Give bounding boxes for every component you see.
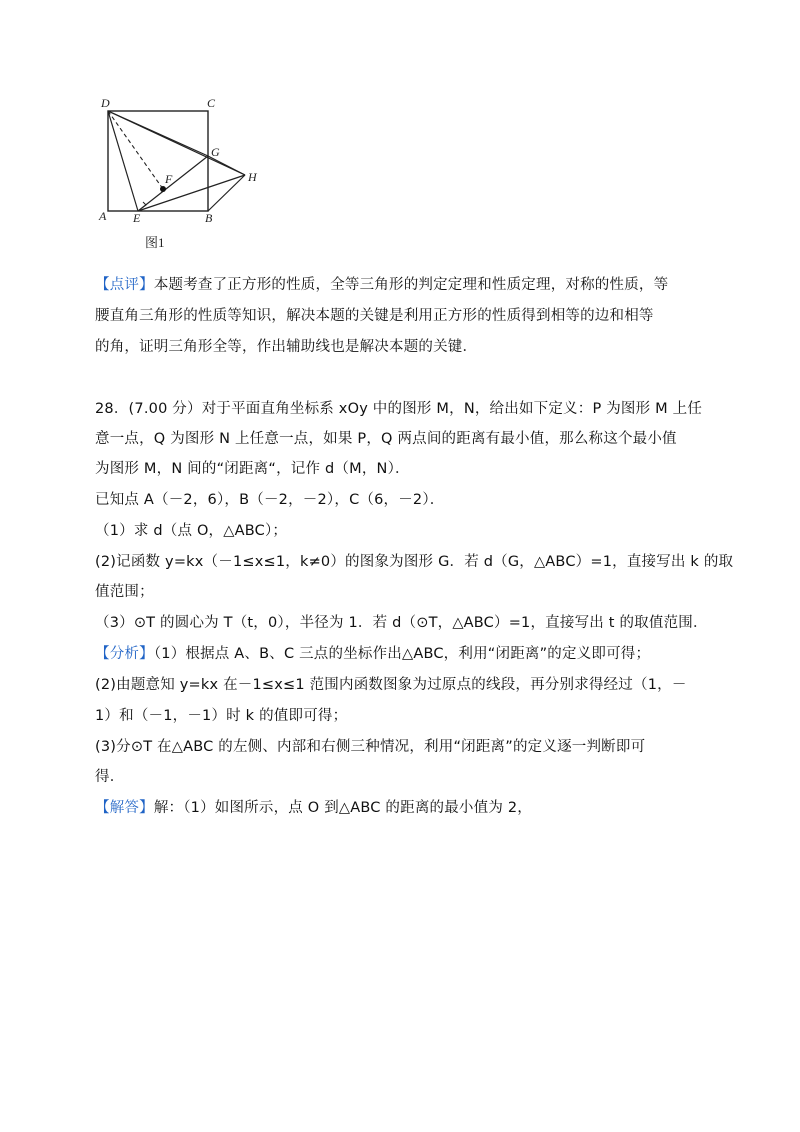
- problem-line-4: 已知点 A（－2，6），B（－2，－2），C（6，－2）．: [95, 492, 445, 508]
- problem-line-1: 28．(7.00 分）对于平面直角坐标系 xOy 中的图形 M，N，给出如下定义：P 为图形 M 上任: [95, 401, 703, 417]
- analysis-tag: 【分析】: [95, 646, 154, 662]
- comment-text-1: 本题考查了正方形的性质，全等三角形的判定定理和性质定理，对称的性质，等: [153, 277, 669, 293]
- analysis-line-4: (3)分⊙T 在△ABC 的左侧、内部和右侧三种情况，利用“闭距离”的定义逐一判断即可: [95, 739, 646, 755]
- analysis-text-1: （1）根据点 A、B、C 三点的坐标作出△ABC，利用“闭距离”的定义即可得；: [153, 646, 651, 662]
- comment-line-1: [95, 276, 668, 294]
- comment-line-2: 腰直角三角形的性质等知识，解决本题的关键是利用正方形的性质得到相等的边和相等: [95, 308, 654, 324]
- label-a: A: [99, 209, 107, 223]
- label-f: F: [165, 172, 173, 186]
- label-g: G: [211, 145, 220, 159]
- label-e: E: [133, 211, 141, 225]
- problem-line-3: 为图形 M，N 间的“闭距离“，记作 d（M，N）．: [95, 461, 410, 477]
- problem-line-2: 意一点，Q 为图形 N 上任意一点，如果 P，Q 两点间的距离有最小值，那么称这个最小值: [95, 431, 677, 447]
- analysis-line-1: [95, 645, 650, 663]
- analysis-line-2: (2)由题意知 y=kx 在－1≤x≤1 范围内函数图象为过原点的线段，再分别求得经过（1，－: [95, 677, 687, 693]
- answer-line-1: [95, 799, 532, 817]
- problem-line-8: （3）⊙T 的圆心为 T（t，0），半径为 1．若 d（⊙T，△ABC）=1，直接写出 t 的取值范围．: [95, 615, 708, 631]
- problem-line-6: (2)记函数 y=kx（－1≤x≤1，k≠0）的图象为图形 G．若 d（G，△ABC）=1，直接写出 k 的取: [95, 554, 734, 570]
- problem-line-5: （1）求 d（点 O，△ABC）；: [95, 523, 288, 539]
- square-diagram: [95, 93, 270, 253]
- answer-text: 解：（1）如图所示，点 O 到△ABC 的距离的最小值为 2，: [153, 800, 532, 816]
- comment-line-3: 的角，证明三角形全等，作出辅助线也是解决本题的关键．: [95, 339, 478, 355]
- answer-tag: 【解答】: [95, 800, 154, 816]
- analysis-line-5: 得．: [95, 769, 125, 785]
- label-d: D: [101, 96, 110, 110]
- analysis-line-3: 1）和（－1，－1）时 k 的值即可得；: [95, 708, 348, 724]
- figure-caption: 图1: [145, 235, 165, 250]
- label-h: H: [248, 170, 257, 184]
- comment-tag: 【点评】: [95, 277, 154, 293]
- geometry-figure: [95, 93, 270, 253]
- label-b: B: [205, 211, 213, 225]
- problem-line-7: 值范围；: [95, 584, 154, 600]
- label-c: C: [207, 96, 216, 110]
